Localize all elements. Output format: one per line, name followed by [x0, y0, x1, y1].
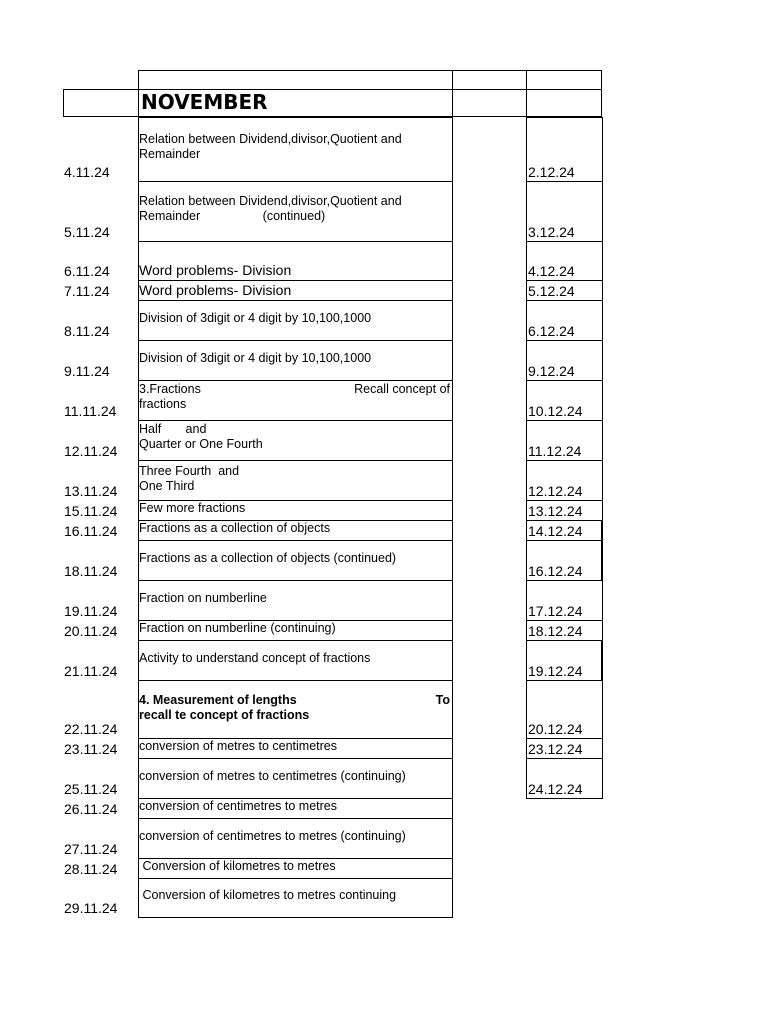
row-date: 20.11.24 — [64, 623, 118, 639]
row-date-2: 2.12.24 — [528, 164, 575, 180]
row-topic: Division of 3digit or 4 digit by 10,100,1000 — [139, 350, 372, 365]
row-date: 11.11.24 — [64, 403, 117, 419]
row-date-2: 24.12.24 — [528, 781, 583, 797]
row-topic: conversion of centimetres to metres (continuing) — [139, 828, 406, 843]
row-date: 21.11.24 — [64, 663, 118, 679]
row-date: 29.11.24 — [64, 900, 118, 916]
row-topic-line2: recall te concept of fractions — [139, 708, 310, 722]
row-date-2: 16.12.24 — [528, 563, 583, 579]
row-date-2: 10.12.24 — [528, 403, 583, 419]
row-date: 25.11.24 — [64, 781, 118, 797]
row-date: 23.11.24 — [64, 741, 118, 757]
row-date: 5.11.24 — [64, 224, 110, 240]
row-topic: Conversion of kilometres to metres — [139, 858, 336, 873]
row-date-2: 4.12.24 — [528, 263, 575, 279]
row-topic: 3.Fractions — [139, 382, 201, 396]
row-topic: Fractions as a collection of objects (continued) — [139, 550, 397, 565]
row-date-2: 17.12.24 — [528, 603, 583, 619]
row-date-2: 6.12.24 — [528, 323, 575, 339]
row-topic: Fractions as a collection of objects — [139, 520, 331, 535]
row-topic-line2: fractions — [139, 397, 187, 411]
row-topic: Activity to understand concept of fractions — [139, 650, 371, 665]
month-title: NOVEMBER — [141, 90, 268, 114]
row-topic: Fraction on numberline — [139, 590, 267, 605]
row-topic: Conversion of kilometres to metres continuing — [139, 888, 397, 902]
row-topic-right: To — [435, 693, 450, 707]
row-date: 19.11.24 — [64, 603, 118, 619]
row-date-2: 13.12.24 — [528, 503, 583, 519]
row-date: 26.11.24 — [64, 801, 118, 817]
row-date: 22.11.24 — [64, 721, 118, 737]
row-date-2: 14.12.24 — [528, 523, 583, 539]
row-date-2: 12.12.24 — [528, 483, 583, 499]
row-topic: conversion of metres to centimetres (continuing) — [139, 768, 406, 783]
row-topic-right: Recall concept of — [354, 382, 450, 396]
row-topic: Word problems- Division — [139, 282, 292, 298]
row-date-2: 20.12.24 — [528, 721, 583, 737]
row-date-2: 19.12.24 — [528, 663, 583, 679]
header-divider — [138, 89, 139, 117]
row-topic: 4. Measurement of lengths — [139, 693, 297, 707]
header-blank-row — [138, 70, 602, 90]
row-topic: Half and Quarter or One Fourth — [139, 422, 263, 451]
row-date: 12.11.24 — [64, 443, 118, 459]
row-date: 13.11.24 — [64, 483, 118, 499]
row-date: 27.11.24 — [64, 841, 118, 857]
row-topic: Few more fractions — [139, 500, 246, 515]
row-date: 8.11.24 — [64, 323, 110, 339]
row-date-2: 18.12.24 — [528, 623, 583, 639]
row-date-2: 5.12.24 — [528, 283, 575, 299]
row-date: 16.11.24 — [64, 523, 118, 539]
left-border — [63, 89, 64, 117]
row-date-2: 9.12.24 — [528, 363, 575, 379]
row-topic: Three Fourth and One Third — [139, 464, 240, 493]
row-date: 15.11.24 — [64, 503, 118, 519]
row-date: 18.11.24 — [64, 563, 118, 579]
row-date: 4.11.24 — [64, 164, 110, 180]
row-date-2: 11.12.24 — [528, 443, 582, 459]
row-date: 9.11.24 — [64, 363, 110, 379]
row-date-2: 3.12.24 — [528, 224, 575, 240]
row-topic: Word problems- Division — [139, 262, 292, 278]
row-topic: conversion of centimetres to metres — [139, 798, 337, 813]
row-topic: conversion of metres to centimetres — [139, 738, 337, 753]
row-date-2: 23.12.24 — [528, 741, 583, 757]
row-topic: Fraction on numberline (continuing) — [139, 620, 336, 635]
row-topic: Division of 3digit or 4 digit by 10,100,1000 — [139, 310, 372, 325]
row-topic: Relation between Dividend,divisor,Quotient and Remainder — [139, 132, 402, 161]
row-date: 7.11.24 — [64, 283, 110, 299]
row-date: 28.11.24 — [64, 861, 118, 877]
row-date: 6.11.24 — [64, 263, 110, 279]
row-topic: Relation between Dividend,divisor,Quotient and Remainder (continued) — [139, 194, 402, 223]
